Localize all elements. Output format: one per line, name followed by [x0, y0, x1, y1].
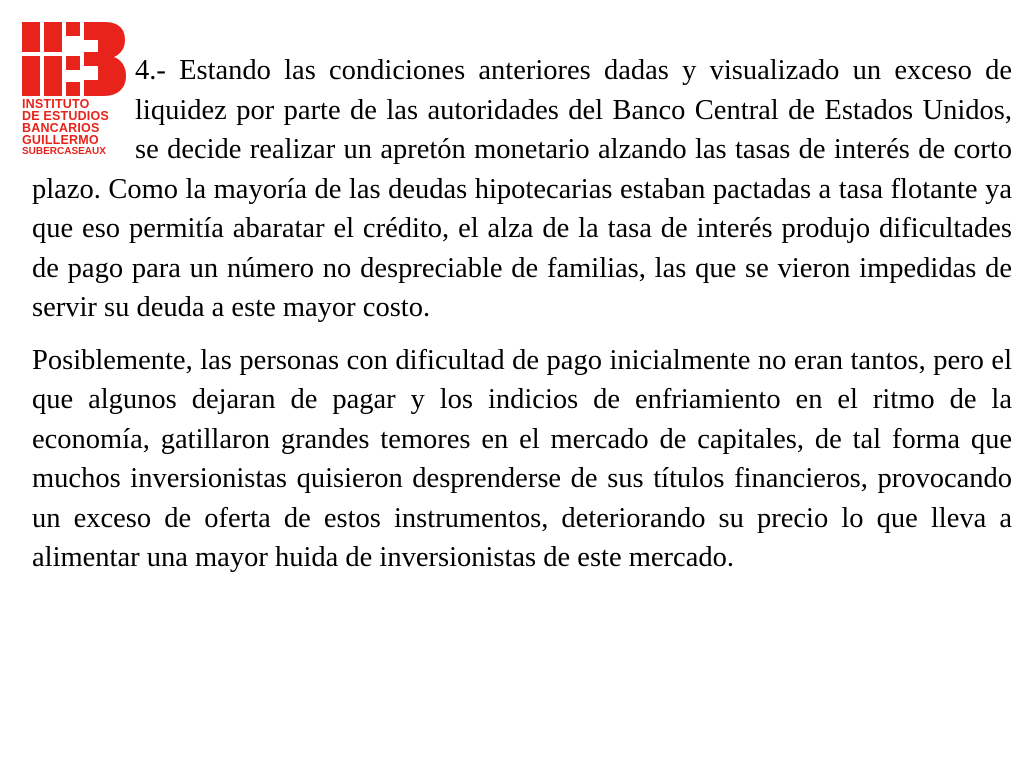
logo-line-de-estudios: DE ESTUDIOS	[22, 109, 109, 123]
logo-wrap-spacer	[32, 51, 135, 169]
logo-line-subercaseaux: SUBERCASEAUX	[22, 146, 106, 157]
logo-line-guillermo: GUILLERMO	[22, 133, 99, 147]
paragraph-1: 4.- Estando las condiciones anteriores dadas y visualizado un exceso de liquidez por parte de las autoridades del Banco Central de Estados Unidos, se decide realizar un apretón monetario alzando las tasas de interés de corto plazo. Como la mayoría de las deudas hipotecarias estaban pactadas a tasa flotante ya que eso permitía abaratar el crédito, el alza de la tasa de interés produjo dificultades de pago para un número no despreciable de familias, las que se vieron impedidas de servir su deuda a este mayor costo.	[32, 55, 1012, 323]
paragraph-2: Posiblemente, las personas con dificultad de pago inicialmente no eran tantos, pero el que algunos dejaran de pagar y los indicios de enfriamiento en el ritmo de la economía, gatillaron grandes temores en el mercado de capitales, de tal forma que muchos inversionistas quisieron desprenderse de sus títulos financieros, provocando un exceso de oferta de estos instrumentos, deteriorando su precio lo que lleva a alimentar una mayor huida de inversionistas de este mercado.	[32, 344, 1012, 573]
logo-line-instituto: INSTITUTO	[22, 97, 90, 111]
document-body	[32, 51, 1012, 578]
logo-line-bancarios: BANCARIOS	[22, 121, 100, 135]
